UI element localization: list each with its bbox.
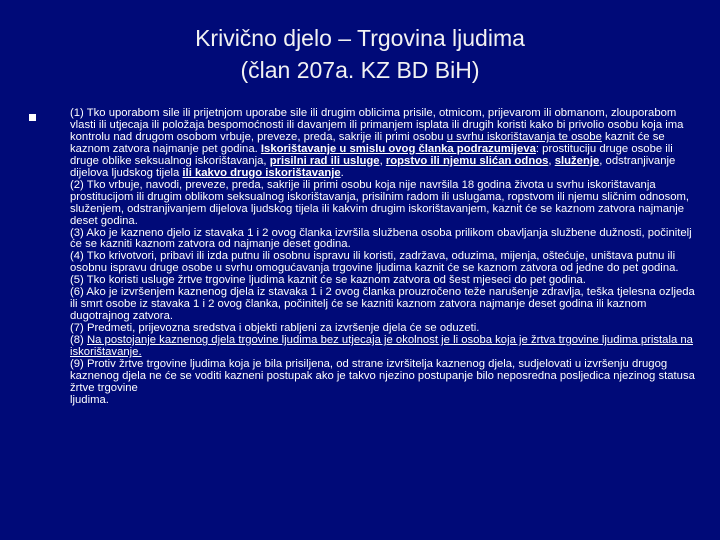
paragraph-5: (5) Tko koristi usluge žrtve trgovine ljudima kaznit će se kaznom zatvora od šest mjeseci do pet godina. xyxy=(70,274,586,287)
p1-text-1: (1) Tko uporabom sile ili prijetnjom uporabe sile ili drugim oblicima prisile, otmicom, prijevarom ili obmanom, zlouporabom vlasti ili utjecaja ili položaja bespomoćnosti ili davanjem ili primanjem isplata ili drugih koristi kako bi privolio osobu koja ima kontrolu nad drugom osobom vrbuje, preveze, preda, sakrije ili primi osobu xyxy=(70,107,684,143)
paragraph-3: (3) Ako je kazneno djelo iz stavaka 1 i 2 ovog članka izvršila službena osoba prilikom obavljanja službene dužnosti, počinitelj će se kazniti kaznom zatvora od najmanje deset godina. xyxy=(70,226,692,251)
p1-text-3: : prostituciju druge osobe ili druge oblike seksualnog iskorištavanja, xyxy=(70,142,673,167)
title-line-1: Krivično djelo – Trgovina ljudima xyxy=(195,25,525,51)
p8-underlined: Na postojanje kaznenog djela trgovine ljudima bez utjecaja je okolnost je li osoba koja je žrtva trgovine ljudima pristala na iskorištavanje. xyxy=(70,334,693,359)
p1-bold-4: služenje xyxy=(554,154,600,167)
p1-bold-2: prisilni rad ili usluge xyxy=(269,154,380,167)
paragraph-9-end: ljudima. xyxy=(70,393,109,406)
p8-text-1: (8) xyxy=(70,334,87,347)
slide-title xyxy=(40,22,680,86)
title-line-2: (član 207a. KZ BD BiH) xyxy=(240,57,480,83)
paragraph-6: (6) Ako je izvršenjem kaznenog djela iz stavaka 1 i 2 ovog članka prouzročeno teže narušenje zdravlja, teška tjelesna ozljeda ili smrt osobe iz stavaka 1 i 2 ovog članka, počinitelj će se kazniti kaznom zatvora najmanje deset godina ili kaznom dugotrajnog zatvora. xyxy=(70,286,695,323)
paragraph-4: (4) Tko krivotvori, pribavi ili izda putnu ili osobnu ispravu ili koristi, zadržava, oduzima, mijenja, oštećuje, uništava putnu ili osobnu ispravu druge osobe u svrhu omogućavanja trgovine ljudima kaznit će se kaznom zatvora od jedne do pet godina. xyxy=(70,250,679,275)
paragraph-9: (9) Protiv žrtve trgovine ljudima koja je bila prisiljena, od strane izvršitelja kaznenog djela, sudjelovati u izvršenju drugog kaznenog djela ne će se voditi kazneni postupak ako je takvo njezino postupanje bilo neposredna posljedica njezinog statusa žrtve trgovine xyxy=(70,358,695,394)
p1-text-7: . xyxy=(340,166,344,179)
p1-text-4: , xyxy=(379,154,386,167)
p1-text-6: , odstranjivanje dijelova ljudskog tijela xyxy=(70,154,676,179)
article-text xyxy=(70,108,695,407)
p1-underlined-1: u svrhu iskorištavanja te osobe xyxy=(446,130,602,143)
p1-bold-3: ropstvo ili njemu slićan odnos xyxy=(385,154,549,167)
paragraph-1 xyxy=(70,108,695,180)
p1-bold-5: ili kakvo drugo iskorištavanje xyxy=(182,166,341,179)
p1-bold-1: Iskorištavanje u smislu ovog članka podrazumijeva xyxy=(260,142,536,155)
paragraph-8 xyxy=(70,335,695,359)
paragraph-7: (7) Predmeti, prijevozna sredstva i objekti rabljeni za izvršenje djela će se oduzeti. xyxy=(70,322,480,335)
paragraph-2: (2) Tko vrbuje, navodi, preveze, preda, sakrije ili primi osobu koja nije navršila 18 godina života u svrhu iskorištavanja prostitucijom ili drugim oblikom seksualnog iskorištavanja, prisilnim radom ili uslugama, ropstvom ili njemu sličnim odnosom, služenjem, odstranjivanjem dijelova ljudskog tijela ili kakvim drugim iskorištavanjem, kaznit će se kaznom zatvora najmanje deset godina. xyxy=(70,178,690,227)
p1-text-5: , xyxy=(548,154,555,167)
p1-text-2: kaznit će se kaznom zatvora najmanje pet godina. xyxy=(70,130,665,155)
square-bullet-icon xyxy=(29,114,36,121)
